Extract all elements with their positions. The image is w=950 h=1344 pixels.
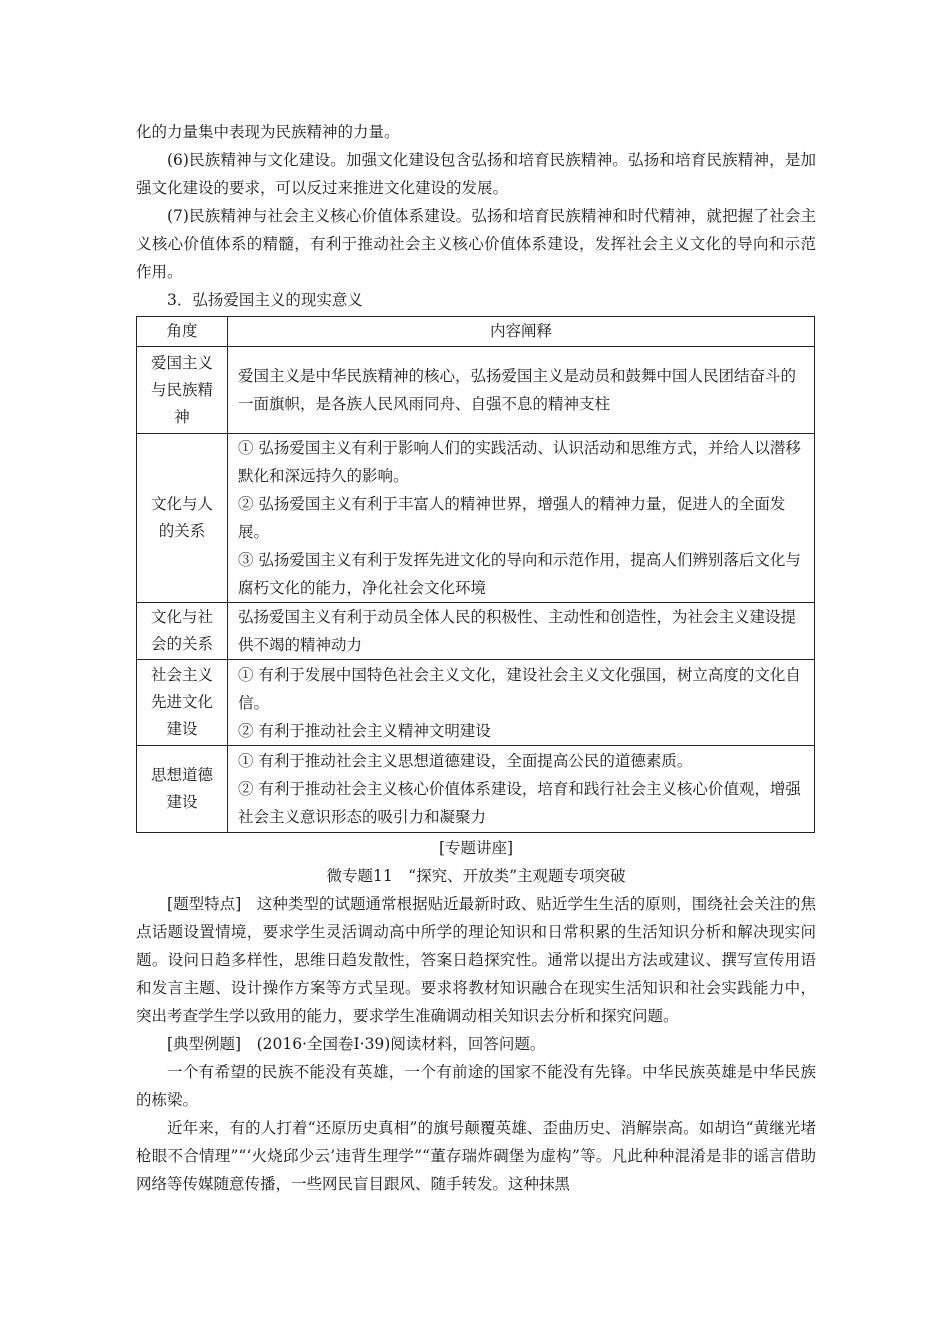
content-cell: ① 弘扬爱国主义有利于影响人们的实践活动、认识活动和思维方式，并给人以潜移默化和深远持久的影响。 ② 弘扬爱国主义有利于丰富人的精神世界，增强人的精神力量，促进人的全面发展。 ③ 弘扬爱国主义有利于发挥先进文化的导向和示范作用，提高人们辨别落后文化与腐朽文化的能力，净化社会文化环境 bbox=[228, 434, 815, 603]
example-heading: [典型例题] (2016·全国卷Ⅰ·39)阅读材料，回答问题。 bbox=[167, 1035, 546, 1053]
question-features: [题型特点] 这种类型的试题通常根据贴近最新时政、贴近学生生活的原则，围绕社会关注的焦点话题设置情境，要求学生灵活调动高中所学的理论知识和日常积累的生活知识分析和解决现实问题。设问日趋多样性，思维日趋发散性，答案日趋探究性。通常以提出方法或建议、撰写宣传用语和发言主题、设计操作方案等方式呈现。要求将教材知识融合在现实生活知识和社会实践能力中，突出考查学生学以致用的能力，要求学生准确调动相关知识去分析和探究问题。 bbox=[136, 895, 816, 1025]
angle-cell: 思想道德 建设 bbox=[137, 746, 228, 833]
header-content: 内容阐释 bbox=[228, 317, 815, 347]
table-row bbox=[137, 347, 815, 434]
header-angle: 角度 bbox=[137, 317, 228, 347]
table-row bbox=[137, 746, 815, 833]
content-cell: 爱国主义是中华民族精神的核心，弘扬爱国主义是动员和鼓舞中国人民团结奋斗的一面旗帜，是各族人民风雨同舟、自强不息的精神支柱 bbox=[228, 347, 815, 434]
material-para-1: 一个有希望的民族不能没有英雄，一个有前途的国家不能没有先锋。中华民族英雄是中华民族的栋梁。 bbox=[136, 1063, 816, 1109]
micro-topic-title: 微专题11 “探究、开放类”主观题专项突破 bbox=[326, 867, 626, 885]
table-header-row bbox=[137, 317, 815, 347]
section-3-title: 3．弘扬爱国主义的现实意义 bbox=[167, 291, 363, 309]
material-para-2: 近年来，有的人打着“还原历史真相”的旗号颠覆英雄、歪曲历史、消解崇高。如胡诌“黄继光堵枪眼不合情理”“‘火烧邱少云’违背生理学”“董存瑞炸碉堡为虚构”等。凡此种种混淆是非的谣言借助网络等传媒随意传播，一些网民盲目跟风、随手转发。这种抹黑 bbox=[136, 1119, 816, 1193]
content-cell: ① 有利于推动社会主义思想道德建设，全面提高公民的道德素质。 ② 有利于推动社会主义核心价值体系建设，培育和践行社会主义核心价值观，增强社会主义意识形态的吸引力和凝聚力 bbox=[228, 746, 815, 833]
table-row bbox=[137, 660, 815, 746]
patriotism-table bbox=[136, 316, 815, 833]
angle-cell: 文化与社 会的关系 bbox=[137, 603, 228, 660]
content-cell: ① 有利于发展中国特色社会主义文化，建设社会主义文化强国，树立高度的文化自信。 ② 有利于推动社会主义精神文明建设 bbox=[228, 660, 815, 746]
angle-cell: 爱国主义 与民族精 神 bbox=[137, 347, 228, 434]
content-cell: 弘扬爱国主义有利于动员全体人民的积极性、主动性和创造性，为社会主义建设提供不竭的精神动力 bbox=[228, 603, 815, 660]
document-page bbox=[136, 118, 816, 1198]
lecture-label: [专题讲座] bbox=[438, 839, 514, 857]
table-row bbox=[137, 434, 815, 603]
item-7: (7)民族精神与社会主义核心价值体系建设。弘扬和培育民族精神和时代精神，就把握了社会主义核心价值体系的精髓，有利于推动社会主义核心价值体系建设，发挥社会主义文化的导向和示范作用。 bbox=[136, 207, 816, 281]
intro-tail: 化的力量集中表现为民族精神的力量。 bbox=[136, 123, 400, 141]
angle-cell: 文化与人 的关系 bbox=[137, 434, 228, 603]
item-6: (6)民族精神与文化建设。加强文化建设包含弘扬和培育民族精神。弘扬和培育民族精神，是加强文化建设的要求，可以反过来推进文化建设的发展。 bbox=[136, 151, 816, 197]
table-row bbox=[137, 603, 815, 660]
angle-cell: 社会主义 先进文化 建设 bbox=[137, 660, 228, 746]
